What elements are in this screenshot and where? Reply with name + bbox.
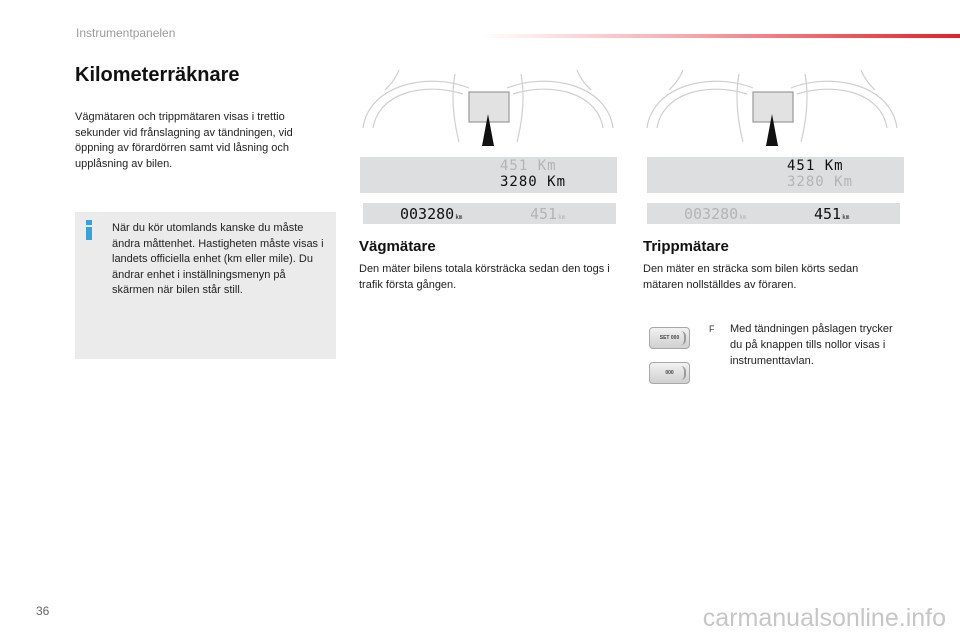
strip-trip-value: 451km bbox=[530, 205, 566, 223]
instrument-cluster-illustration bbox=[359, 66, 617, 150]
trip-heading: Trippmätare bbox=[643, 238, 729, 255]
lcd-top-line: 451 Km bbox=[787, 158, 844, 174]
strip-trip-value: 451km bbox=[814, 205, 850, 223]
bullet-marker: F bbox=[709, 324, 715, 334]
intro-paragraph: Vägmätaren och trippmätaren visas i trettio sekunder vid frånslagning av tändningen, vid öppning av förardörren samt vid låsning och upplåsning av bilen. bbox=[75, 111, 293, 170]
strip-odometer-value: 003280km bbox=[684, 205, 747, 223]
lcd-bottom-line: 3280 Km bbox=[787, 174, 854, 190]
odometer-strip bbox=[363, 203, 616, 224]
odometer-heading: Vägmätare bbox=[359, 238, 436, 255]
header-rule bbox=[480, 34, 960, 38]
page-heading: Kilometerräknare bbox=[75, 64, 240, 86]
strip-odometer-value: 003280km bbox=[400, 205, 463, 223]
page-number: 36 bbox=[36, 604, 50, 618]
section-title: Instrumentpanelen bbox=[76, 26, 176, 40]
odometer-lcd-display bbox=[360, 157, 617, 193]
watermark: carmanualsonline.info bbox=[702, 604, 946, 632]
reset-instruction: Med tändningen påslagen trycker du på knappen tills nollor visas i instrumenttavlan. bbox=[730, 323, 893, 367]
lcd-bottom-line: 3280 Km bbox=[500, 174, 567, 190]
odometer-description: Den mäter bilens totala körsträcka sedan den togs i trafik första gången. bbox=[359, 263, 610, 291]
trip-description: Den mäter en sträcka som bilen körts sedan mätaren nollställdes av föraren. bbox=[643, 263, 859, 291]
info-box bbox=[75, 212, 336, 359]
instrument-cluster-illustration bbox=[643, 66, 901, 150]
info-text: När du kör utomlands kanske du måste ändra måttenhet. Hastigheten måste visas i landets officiella enhet (km eller mile). Du ändrar enhet i inställningsmenyn på skärmen när bilen står still. bbox=[112, 222, 324, 296]
trip-lcd-display bbox=[647, 157, 904, 193]
trip-reset-button: 000 bbox=[649, 362, 690, 384]
trip-strip bbox=[647, 203, 900, 224]
info-icon bbox=[83, 220, 97, 240]
set-trip-reset-button: SET 000 bbox=[649, 327, 690, 349]
lcd-top-line: 451 Km bbox=[500, 158, 557, 174]
